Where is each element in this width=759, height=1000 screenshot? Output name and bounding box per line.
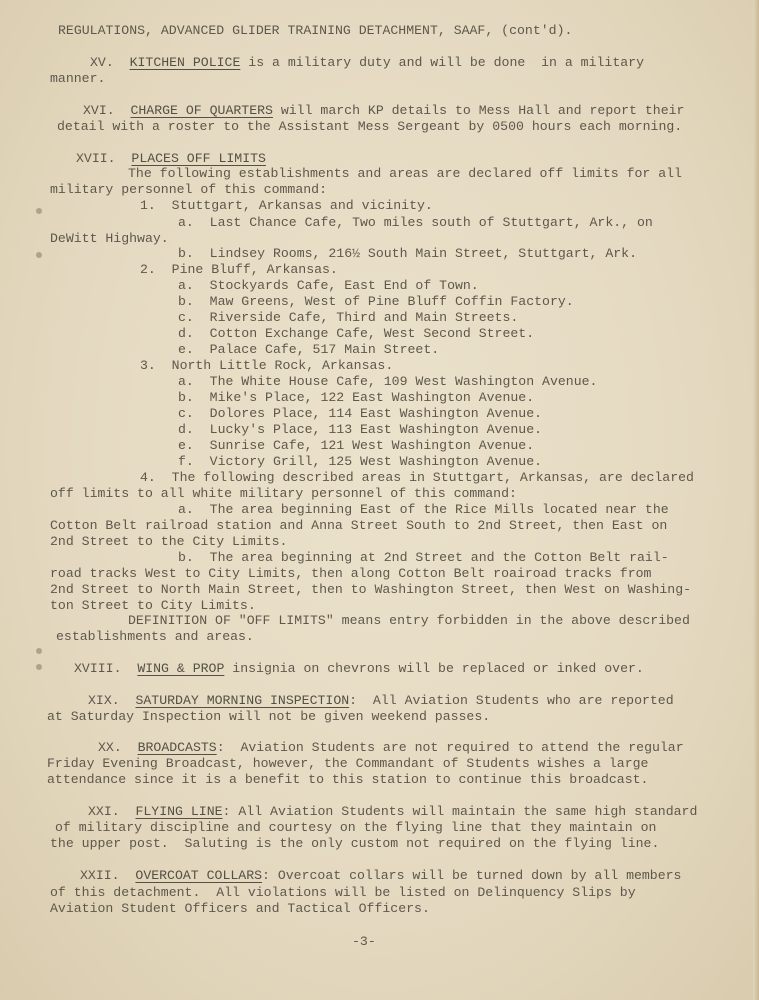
text-line [178,550,669,566]
text-segment: manner. [50,71,106,86]
text-segment: road tracks West to City Limits, then along Cotton Belt roairoad tracks from [50,566,652,581]
text-segment: military personnel of this command: [50,182,327,197]
text-line [178,215,653,231]
text-line [50,71,105,87]
text-segment: of military discipline and courtesy on the flying line that they maintain on [55,820,657,835]
text-segment: c. Riverside Cafe, Third and Main Streets. [178,310,519,325]
text-segment: : All Aviation Students will maintain the same high standard [222,804,698,819]
text-segment: : Aviation Students are not required to attend the regular [216,740,684,755]
text-segment: XVIII. [74,661,138,676]
underlined-heading: SATURDAY MORNING INSPECTION [135,693,350,708]
text-line [178,454,542,470]
document-header: REGULATIONS, ADVANCED GLIDER TRAINING DETACHMENT, SAAF, (cont'd). [58,23,573,38]
text-segment: establishments and areas. [56,629,254,644]
underlined-heading: PLACES OFF LIMITS [131,151,266,166]
text-segment: Friday Evening Broadcast, however, the Commandant of Students wishes a large [47,756,649,771]
text-segment: b. Mike's Place, 122 East Washington Avenue. [178,390,535,405]
underlined-heading: CHARGE OF QUARTERS [130,103,273,118]
text-segment: : Overcoat collars will be turned down by all members [262,868,682,883]
text-segment: is a military duty and will be done in a military [240,55,644,70]
punch-mark [36,648,42,654]
text-segment: Aviation Student Officers and Tactical Officers. [50,901,430,916]
text-line [140,358,393,374]
text-line [178,406,542,422]
text-segment: a. The area beginning East of the Rice Mills located near the [178,502,669,517]
punch-mark [36,208,42,214]
text-line [178,374,597,390]
text-line [178,326,534,342]
text-line [178,422,542,438]
text-line [88,804,697,820]
text-line [178,502,669,518]
punch-mark [36,664,42,670]
text-line [140,470,694,486]
text-line [50,182,327,198]
text-line [140,198,433,214]
text-segment: 3. North Little Rock, Arkansas. [140,358,394,373]
text-segment: b. Maw Greens, West of Pine Bluff Coffin Factory. [178,294,574,309]
text-segment: DeWitt Highway. [50,231,169,246]
text-segment: c. Dolores Place, 114 East Washington Avenue. [178,406,543,421]
text-segment: ton Street to City Limits. [50,598,256,613]
text-segment: of this detachment. All violations will be listed on Delinquency Slips by [50,885,636,900]
text-line [74,661,644,677]
underlined-heading: OVERCOAT COLLARS [135,868,263,883]
text-line [50,582,691,598]
text-line [88,693,674,709]
text-segment: detail with a roster to the Assistant Mess Sergeant by 0500 hours each morning. [57,119,683,134]
text-line [50,231,169,247]
text-line [80,868,681,884]
text-segment: XXII. [80,868,136,883]
punch-mark [36,252,42,258]
text-line [50,598,256,614]
text-segment: XVI. [83,103,131,118]
text-line [55,820,656,836]
text-segment: off limits to all white military personnel of this command: [50,486,517,501]
underlined-heading: BROADCASTS [137,740,217,755]
text-line [50,885,636,901]
text-segment: Cotton Belt railroad station and Anna Street South to 2nd Street, then East on [50,518,668,533]
text-line [128,613,690,629]
text-line [47,756,648,772]
text-segment: d. Cotton Exchange Cafe, West Second Street. [178,326,535,341]
text-segment: a. Last Chance Cafe, Two miles south of Stuttgart, Ark., on [178,215,653,230]
text-line [56,629,254,645]
text-line [50,518,667,534]
text-line [178,278,479,294]
text-line [178,310,518,326]
text-line [47,709,490,725]
text-segment: 2nd Street to North Main Street, then to Washington Street, then West on Washing- [50,582,692,597]
text-segment: b. The area beginning at 2nd Street and the Cotton Belt rail- [178,550,669,565]
text-line [98,740,684,756]
text-line [50,486,517,502]
text-segment: The following establishments and areas are declared off limits for all [128,166,682,181]
text-line [178,294,574,310]
text-line [178,438,534,454]
underlined-heading: FLYING LINE [135,804,223,819]
text-segment: XIX. [88,693,136,708]
text-segment: will march KP details to Mess Hall and report their [272,103,685,118]
text-segment: a. The White House Cafe, 109 West Washington Avenue. [178,374,598,389]
text-segment: XVII. [76,151,132,166]
text-line [178,246,637,262]
text-line [50,901,430,917]
text-line [128,166,682,182]
underlined-heading: WING & PROP [137,661,225,676]
text-line [83,103,684,119]
text-line [57,119,682,135]
text-line [178,342,439,358]
text-segment: 2nd Street to the City Limits. [50,534,288,549]
underlined-heading: KITCHEN POLICE [129,55,241,70]
text-segment: 1. Stuttgart, Arkansas and vicinity. [140,198,433,213]
page-number: -3- [352,934,376,949]
text-segment: XXI. [88,804,136,819]
text-line [90,55,644,71]
text-segment: 4. The following described areas in Stuttgart, Arkansas, are declared [140,470,694,485]
text-segment: attendance since it is a benefit to this station to continue this broadcast. [47,772,649,787]
text-segment: f. Victory Grill, 125 West Washington Avenue. [178,454,543,469]
text-segment: XX. [98,740,138,755]
text-segment: : All Aviation Students who are reported [349,693,674,708]
text-segment: DEFINITION OF "OFF LIMITS" means entry forbidden in the above described [128,613,690,628]
text-line [50,534,287,550]
text-segment: insignia on chevrons will be replaced or inked over. [224,661,644,676]
text-segment: the upper post. Saluting is the only custom not required on the flying line. [50,836,660,851]
text-line [178,390,534,406]
paper-edge [753,0,759,1000]
text-line [50,836,659,852]
text-segment: a. Stockyards Cafe, East End of Town. [178,278,479,293]
text-segment: d. Lucky's Place, 113 East Washington Avenue. [178,422,543,437]
text-segment: e. Palace Cafe, 517 Main Street. [178,342,440,357]
text-line [76,151,266,167]
text-segment: e. Sunrise Cafe, 121 West Washington Avenue. [178,438,535,453]
text-line [140,262,338,278]
text-line [47,772,648,788]
text-segment: 2. Pine Bluff, Arkansas. [140,262,338,277]
text-line [50,566,651,582]
text-segment: XV. [90,55,130,70]
text-segment: at Saturday Inspection will not be given weekend passes. [47,709,491,724]
text-segment: b. Lindsey Rooms, 216½ South Main Street, Stuttgart, Ark. [178,246,637,261]
